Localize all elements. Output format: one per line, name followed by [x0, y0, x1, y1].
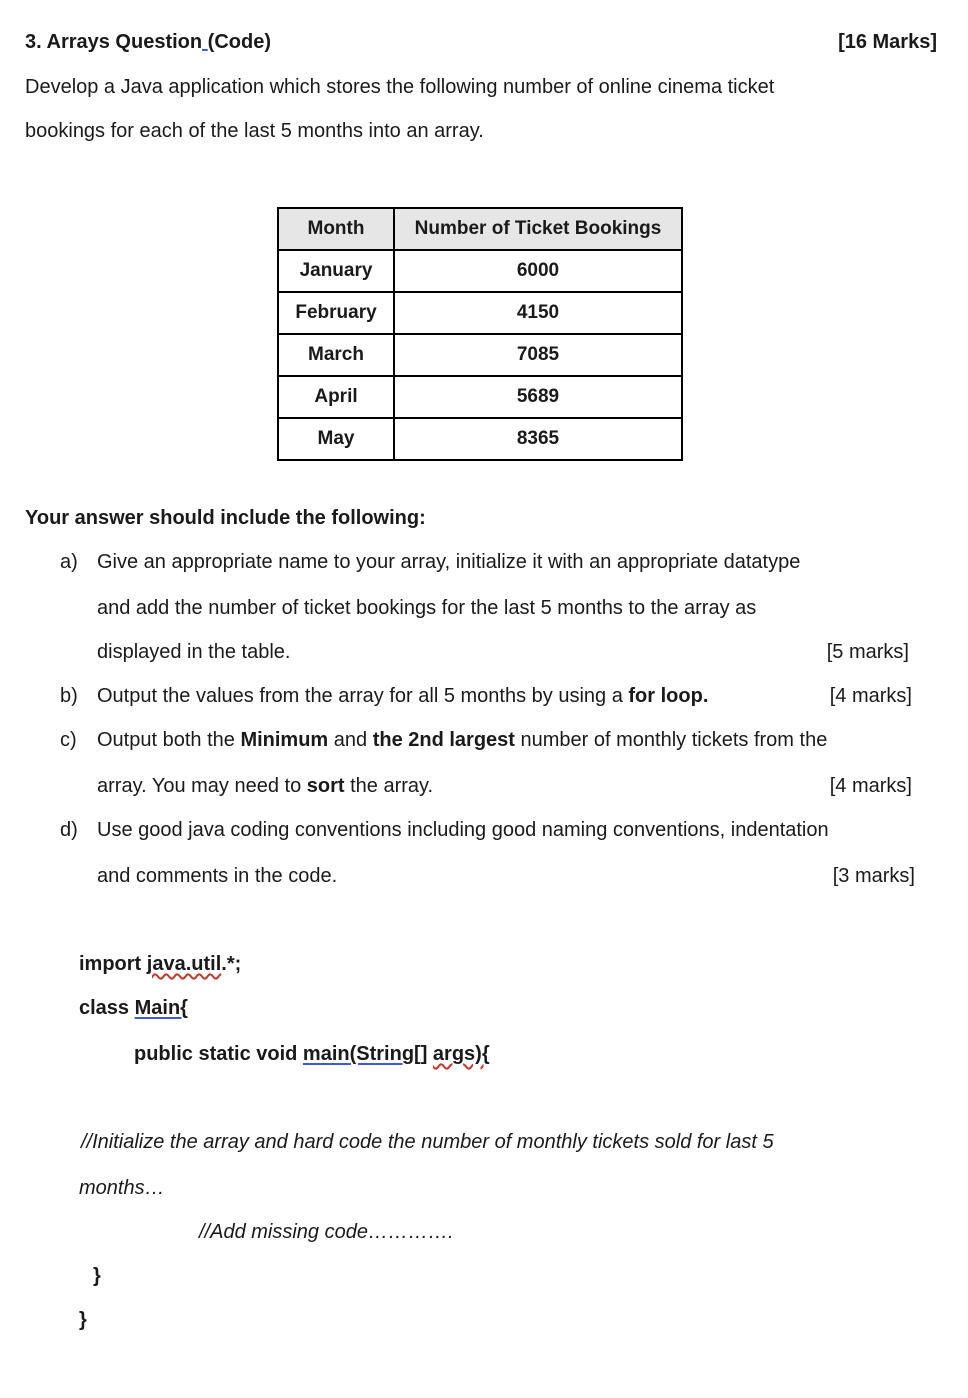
code-main-name: main(String[]: [302, 1043, 428, 1065]
table-row: [278, 376, 682, 418]
code-main-line: [134, 1043, 490, 1066]
item-c-l2-c: the array.: [344, 775, 434, 797]
answer-heading: Your answer should include the following:: [25, 507, 426, 529]
item-c-l1-c: and: [328, 729, 373, 751]
item-b-marks: [4 marks]: [829, 685, 912, 707]
item-b-text-plain: Output the values from the array for all 5 months by using a: [97, 685, 629, 707]
code-import-package: java.util: [146, 953, 222, 975]
question-title: [25, 31, 271, 54]
code-import-line: [79, 953, 241, 976]
question-title-prefix: 3. Arrays Question: [25, 31, 203, 53]
question-title-code: (Code): [207, 31, 271, 53]
bookings-cell: 8365: [394, 418, 682, 460]
table-row: [278, 418, 682, 460]
code-close-method-brace: }: [93, 1265, 101, 1287]
month-cell: January: [278, 250, 394, 292]
table-row: [278, 334, 682, 376]
item-c-l1-e: number of monthly tickets from the: [514, 729, 828, 751]
bookings-cell: 5689: [394, 376, 682, 418]
item-d-letter: d): [60, 819, 78, 841]
code-class-line: [79, 997, 188, 1020]
intro-line-2: bookings for each of the last 5 months into an array.: [25, 120, 484, 142]
code-import-rest: .*;: [221, 953, 242, 975]
item-a-marks: [5 marks]: [826, 641, 909, 663]
item-c-l2-a: array. You may need to: [97, 775, 307, 797]
item-c-l1-second-largest: the 2nd largest: [372, 729, 515, 751]
code-comment-initialize-line-2: months…: [79, 1177, 165, 1199]
bookings-cell: 7085: [394, 334, 682, 376]
month-cell: March: [278, 334, 394, 376]
item-a-line-1: Give an appropriate name to your array, initialize it with an appropriate datatype: [97, 551, 801, 573]
code-import-keyword: import: [79, 953, 147, 975]
item-d-marks: [3 marks]: [832, 865, 915, 887]
item-a-letter: a): [60, 551, 78, 573]
item-b-text-bold: for loop.: [628, 685, 709, 707]
table-header-row: [278, 208, 682, 250]
item-d-line-1: Use good java coding conventions including good naming conventions, indentation: [97, 819, 829, 841]
code-class-keyword: class: [79, 997, 135, 1019]
bookings-cell: 6000: [394, 250, 682, 292]
item-c-letter: c): [60, 729, 77, 751]
item-c-l1-a: Output both the: [97, 729, 241, 751]
item-c-line-2: [97, 775, 433, 798]
table-row: [278, 292, 682, 334]
intro-line-1: Develop a Java application which stores the following number of online cinema ticket: [25, 76, 775, 98]
item-c-l2-sort: sort: [306, 775, 345, 797]
code-close-class-brace: }: [79, 1309, 87, 1331]
month-cell: April: [278, 376, 394, 418]
month-cell: February: [278, 292, 394, 334]
code-main-modifiers: public static void: [134, 1043, 303, 1065]
item-b-text: [97, 685, 708, 708]
item-c-marks: [4 marks]: [829, 775, 912, 797]
bookings-table: [277, 207, 683, 461]
header-month: Month: [278, 208, 394, 250]
header-bookings: Number of Ticket Bookings: [394, 208, 682, 250]
table-row: [278, 250, 682, 292]
item-c-l1-minimum: Minimum: [240, 729, 329, 751]
item-d-line-2: and comments in the code.: [97, 865, 338, 887]
question-marks: [16 Marks]: [838, 31, 937, 53]
item-c-line-1: [97, 729, 827, 752]
item-a-line-3: displayed in the table.: [97, 641, 291, 663]
bookings-cell: 4150: [394, 292, 682, 334]
code-comment-initialize-line-1: //Initialize the array and hard code the number of monthly tickets sold for last 5: [81, 1131, 774, 1153]
code-main-args: args){: [432, 1043, 490, 1065]
item-b-letter: b): [60, 685, 78, 707]
month-cell: May: [278, 418, 394, 460]
code-comment-add-missing: //Add missing code………….: [199, 1221, 454, 1243]
item-a-line-2: and add the number of ticket bookings for the last 5 months to the array as: [97, 597, 757, 619]
code-class-name: Main{: [134, 997, 188, 1019]
